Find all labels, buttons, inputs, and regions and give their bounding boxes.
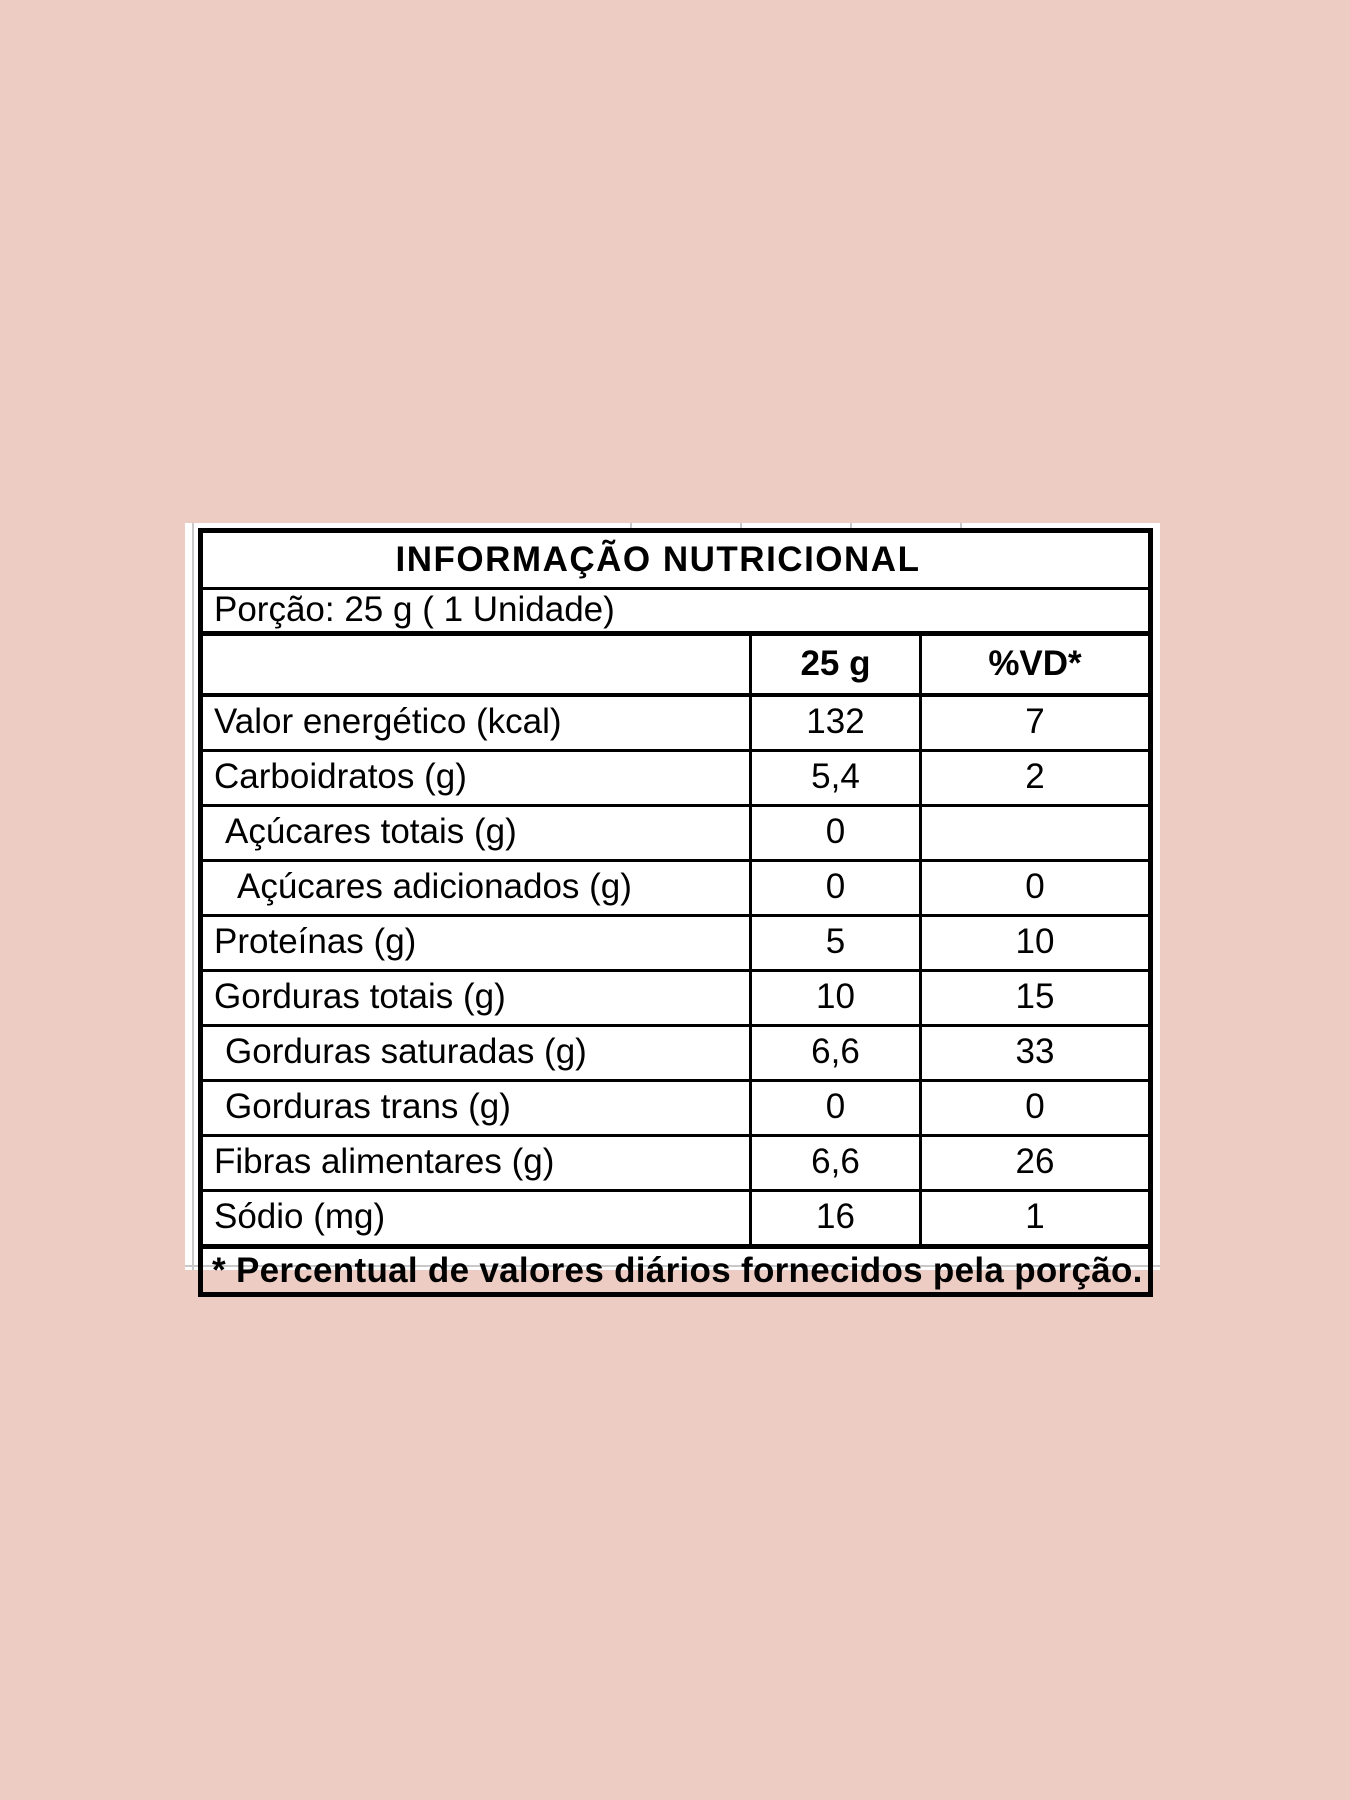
nutrition-panel (185, 523, 1160, 1291)
amount-cell: 132 (751, 695, 921, 751)
serving-size: Porção: 25 g ( 1 Unidade) (201, 589, 1151, 634)
table-row (201, 1025, 1151, 1080)
serving-row (201, 589, 1151, 634)
row-label: Carboidratos (g) (201, 750, 751, 805)
amount-cell: 10 (751, 970, 921, 1025)
table-title: INFORMAÇÃO NUTRICIONAL (201, 531, 1151, 589)
amount-cell: 5,4 (751, 750, 921, 805)
row-label: Gorduras saturadas (g) (201, 1025, 751, 1080)
vd-cell: 15 (921, 970, 1151, 1025)
vd-cell: 26 (921, 1135, 1151, 1190)
amount-cell: 16 (751, 1190, 921, 1246)
amount-cell: 6,6 (751, 1025, 921, 1080)
nutrition-table (198, 528, 1153, 1297)
vd-cell (921, 805, 1151, 860)
vd-cell: 1 (921, 1190, 1151, 1246)
table-row (201, 805, 1151, 860)
row-label: Gorduras totais (g) (201, 970, 751, 1025)
row-label: Fibras alimentares (g) (201, 1135, 751, 1190)
title-row (201, 531, 1151, 589)
table-row (201, 1190, 1151, 1246)
amount-cell: 0 (751, 805, 921, 860)
column-header-empty (201, 633, 751, 695)
table-row (201, 695, 1151, 751)
column-header-amount: 25 g (751, 633, 921, 695)
row-label: Açúcares totais (g) (201, 805, 751, 860)
row-label: Valor energético (kcal) (201, 695, 751, 751)
row-label: Sódio (mg) (201, 1190, 751, 1246)
table-row (201, 970, 1151, 1025)
row-label: Açúcares adicionados (g) (201, 860, 751, 915)
vd-cell: 10 (921, 915, 1151, 970)
row-label: Gorduras trans (g) (201, 1080, 751, 1135)
table-row (201, 915, 1151, 970)
vd-cell: 0 (921, 1080, 1151, 1135)
amount-cell: 6,6 (751, 1135, 921, 1190)
table-row (201, 860, 1151, 915)
column-header-row (201, 633, 1151, 695)
column-header-vd: %VD* (921, 633, 1151, 695)
vd-cell: 0 (921, 860, 1151, 915)
vd-cell: 33 (921, 1025, 1151, 1080)
amount-cell: 0 (751, 1080, 921, 1135)
table-row (201, 1080, 1151, 1135)
daily-values-footnote: * Percentual de valores diários fornecidos pela porção. (201, 1246, 1151, 1294)
vd-cell: 7 (921, 695, 1151, 751)
vd-cell: 2 (921, 750, 1151, 805)
table-row (201, 1135, 1151, 1190)
footnote-row (201, 1246, 1151, 1294)
amount-cell: 5 (751, 915, 921, 970)
amount-cell: 0 (751, 860, 921, 915)
table-row (201, 750, 1151, 805)
row-label: Proteínas (g) (201, 915, 751, 970)
spreadsheet-gridline (192, 523, 194, 1270)
